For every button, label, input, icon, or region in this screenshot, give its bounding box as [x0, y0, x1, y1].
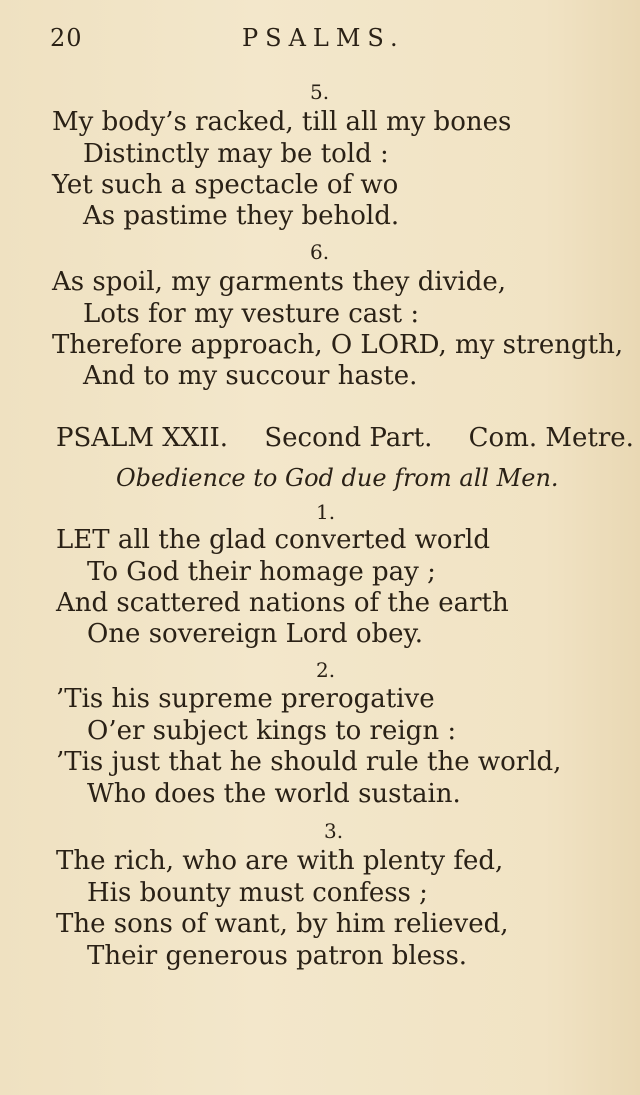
psalm-part: Second Part.	[264, 423, 433, 453]
verse-line: Distinctly may be told :	[83, 139, 389, 169]
verse-line: Their generous patron bless.	[87, 941, 468, 971]
psalm-metre: Com. Metre.	[468, 423, 634, 453]
verse-line: O’er subject kings to reign :	[87, 716, 457, 746]
stanza-number: 3.	[324, 819, 344, 843]
verse-line: Yet such a spectacle of wo	[52, 170, 399, 200]
verse-line: To God their homage pay ;	[87, 557, 436, 587]
verse-line: Therefore approach, O LORD, my strength,	[52, 330, 624, 360]
verse-line: The sons of want, by him relieved,	[56, 909, 509, 939]
page-number: 20	[50, 24, 83, 52]
stanza-number: 1.	[316, 500, 336, 524]
verse-line: His bounty must confess ;	[87, 878, 428, 908]
verse-line: The rich, who are with plenty fed,	[56, 846, 504, 876]
verse-line: And scattered nations of the earth	[56, 588, 509, 618]
verse-line: As spoil, my garments they divide,	[52, 267, 506, 297]
verse-line: Who does the world sustain.	[87, 779, 461, 809]
verse-line: And to my succour haste.	[83, 361, 418, 391]
verse-line: As pastime they behold.	[83, 201, 400, 231]
stanza-number: 5.	[310, 80, 330, 104]
verse-line: Lots for my vesture cast :	[83, 299, 420, 329]
verse-line: ’Tis his supreme prerogative	[56, 684, 435, 714]
stanza-number: 6.	[310, 240, 330, 264]
verse-line: One sovereign Lord obey.	[87, 619, 424, 649]
verse-line: LET all the glad converted world	[56, 525, 490, 555]
stanza-number: 2.	[316, 658, 336, 682]
running-title: PSALMS.	[242, 24, 405, 52]
psalm-subtitle: Obedience to God due from all Men.	[116, 464, 559, 492]
verse-line: ’Tis just that he should rule the world,	[56, 747, 562, 777]
psalm-heading	[56, 422, 634, 454]
psalm-label: PSALM XXII.	[56, 423, 229, 453]
verse-line: My body’s racked, till all my bones	[52, 107, 512, 137]
